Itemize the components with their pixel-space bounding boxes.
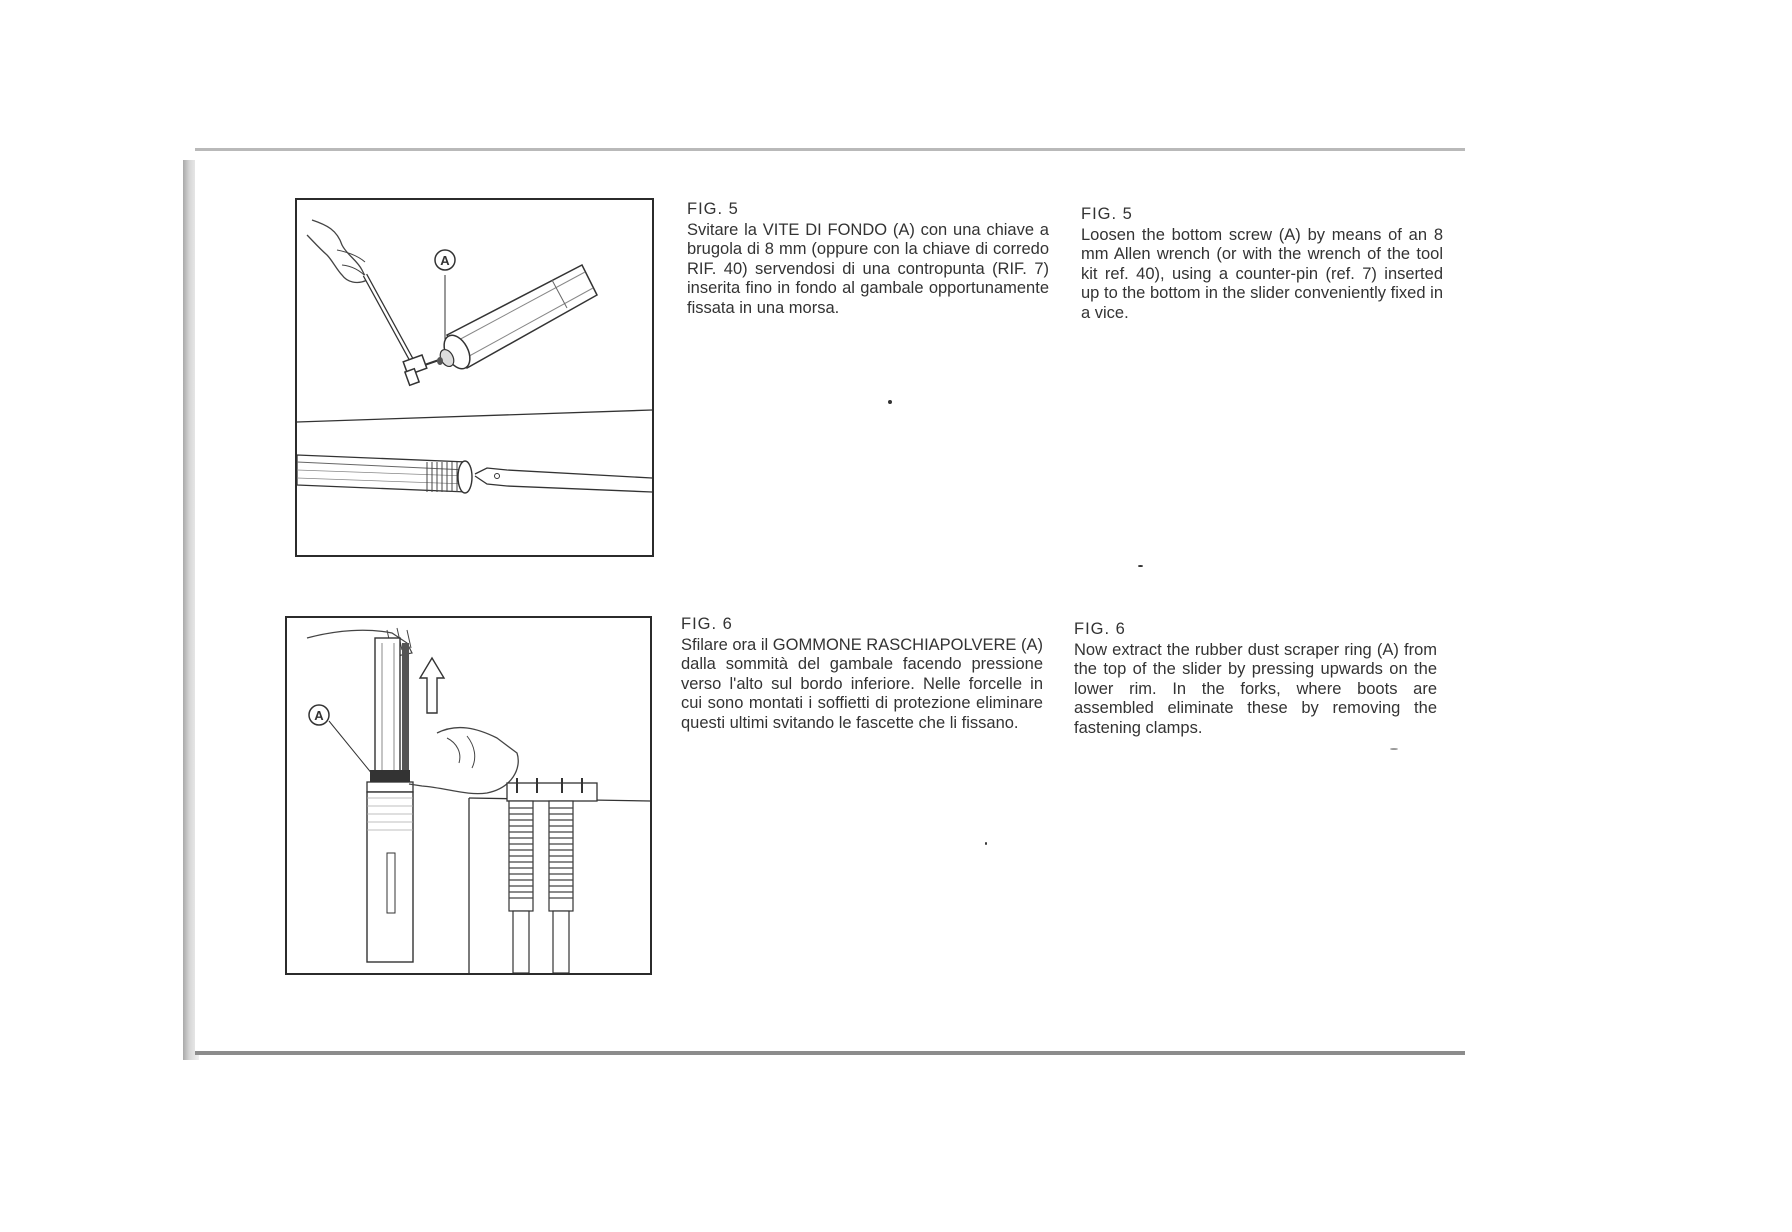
svg-text:A: A bbox=[440, 253, 450, 268]
fig5-english-label: FIG. 5 bbox=[1081, 205, 1133, 223]
fig5-italian-label: FIG. 5 bbox=[687, 200, 739, 218]
fig5-italian-text bbox=[687, 200, 1049, 319]
fig6-italian-label: FIG. 6 bbox=[681, 615, 733, 633]
fig5-drawing bbox=[297, 200, 652, 555]
fig6-english-body: Now extract the rubber dust scraper ring (A) from the top of the slider by pressing upwards on the lower rim. In the forks, where boots are assembled eliminate these by removing the fastening clamps. bbox=[1074, 640, 1437, 737]
scan-speck bbox=[888, 400, 892, 404]
fig6-drawing bbox=[287, 618, 650, 973]
fig6-italian-body: Sfilare ora il GOMMONE RASCHIAPOLVERE (A) dalla sommità del gambale facendo pressione verso l'alto sul bordo inferiore. Nelle forcelle in cui sono montati i soffietti di protezione eliminare questi ultimi svitando le fascette che li fissano. bbox=[681, 635, 1043, 732]
fig6-english-text bbox=[1074, 620, 1437, 739]
fig5-english-text bbox=[1081, 205, 1443, 324]
fig5-italian-body: Svitare la VITE DI FONDO (A) con una chiave a brugola di 8 mm (oppure con la chiave di corredo RIF. 40) servendosi di una contropunta (RIF. 7) inserita fino in fondo al gambale opportunamente fissata in una morsa. bbox=[687, 220, 1049, 317]
fig6-illustration bbox=[285, 616, 652, 975]
fig6-english-label: FIG. 6 bbox=[1074, 620, 1126, 638]
scan-speck bbox=[985, 842, 987, 845]
fig5-illustration bbox=[295, 198, 654, 557]
fig5-english-body: Loosen the bottom screw (A) by means of an 8 mm Allen wrench (or with the wrench of the tool kit ref. 40), using a counter-pin (ref. 7) inserted up to the bottom in the slider conveniently fixed in a vice. bbox=[1081, 225, 1443, 322]
scan-speck bbox=[1138, 565, 1143, 567]
svg-text:A: A bbox=[314, 708, 324, 723]
fig6-italian-text bbox=[681, 615, 1043, 734]
scan-speck bbox=[1390, 748, 1398, 750]
